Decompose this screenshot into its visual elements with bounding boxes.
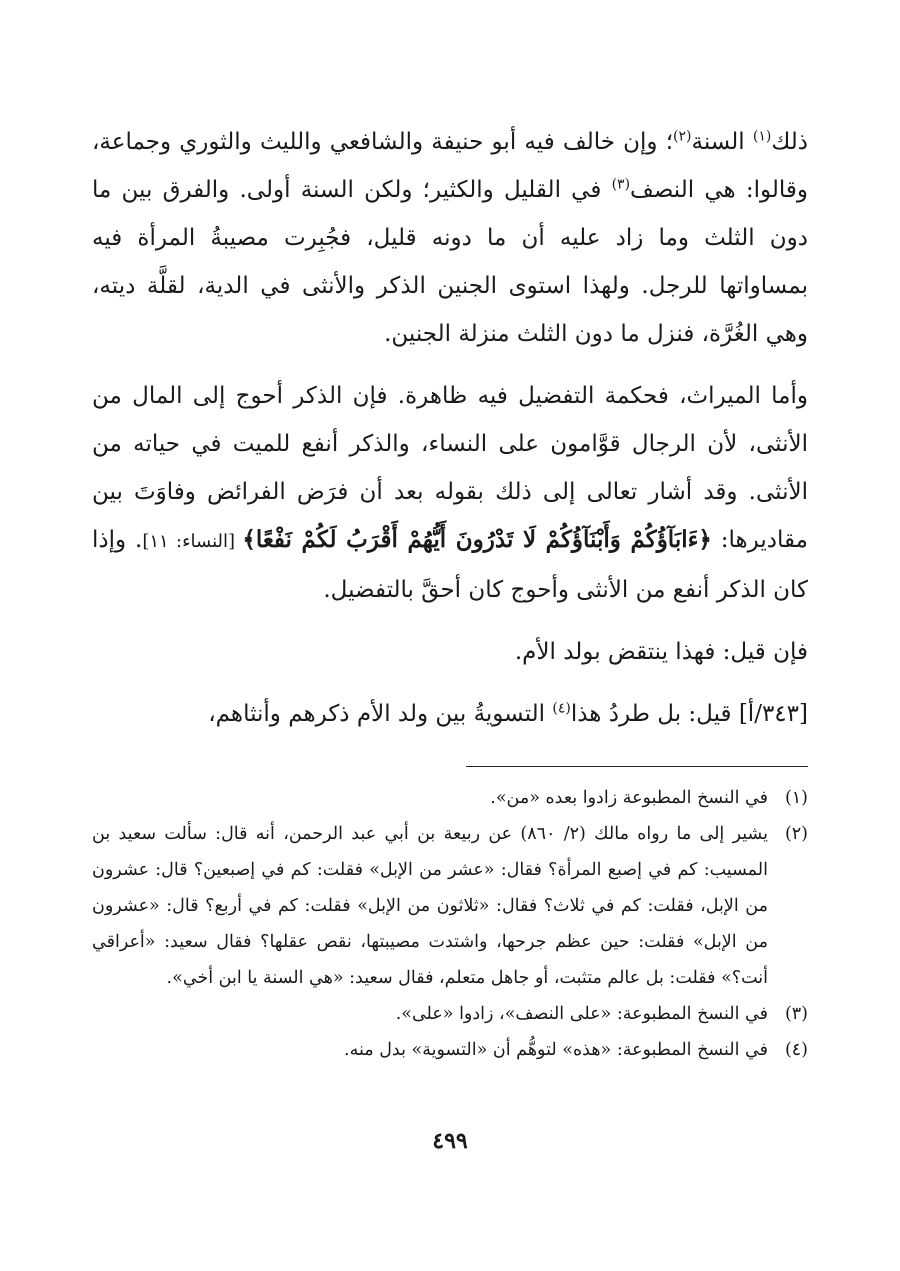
footnote-ref-3[interactable]: (٣): [611, 176, 631, 193]
text-run: ؛ وإن خالف فيه أبو حنيفة والشافعي والليث والثوري وجماعة، وقالوا: هي النصف: [92, 129, 808, 203]
footnote-number: (١): [784, 788, 808, 808]
footnote-divider: [466, 766, 808, 767]
footnote-4: [92, 1032, 808, 1068]
footnote-text: يشير إلى ما رواه مالك (٢/ ٨٦٠) عن ربيعة بن أبي عبد الرحمن، أنه قال: سألت سعيد بن المسيب: كم في إصبع المرأة؟ فقال: «عشر من الإبل» فقلت: كم في إصبعين؟ قال: عشرون من الإبل، فقلت: كم في ثلاث؟ فقال: «ثلاثون من الإبل» فقلت: كم في أربع؟ قال: «عشرون من الإبل» فقلت: حين عظم جرحها، واشتدت مصيبتها، نقص عقلها؟ فقال سعيد: «أعراقي أنت؟» فقلت: بل عالم متثبت، أو جاهل متعلم، فقال سعيد: «هي السنة يا ابن أخي».: [92, 824, 768, 988]
footnote-number: (٣): [784, 1004, 808, 1024]
paragraph-1: [92, 118, 808, 358]
footnote-2: [92, 816, 808, 996]
footnote-ref-2[interactable]: (٢): [673, 128, 692, 145]
text-run: قيل: بل طردُ هذا: [570, 701, 739, 727]
footnote-text: في النسخ المطبوعة: «هذه» لتوهُّم أن «التسوية» بدل منه.: [344, 1040, 768, 1060]
footnote-number: (٢): [784, 824, 808, 844]
text-run: السنة: [691, 129, 753, 155]
text-run: . وإذا كان الذكر أنفع من الأنثى وأحوج كان أحقَّ بالتفضيل.: [92, 527, 808, 603]
paragraph-2: [92, 372, 808, 614]
footnote-1: [92, 780, 808, 816]
footnote-text: في النسخ المطبوعة: «على النصف»، زادوا «على».: [395, 1004, 768, 1024]
paragraph-3: فإن قيل: فهذا ينتقض بولد الأم.: [514, 639, 808, 665]
footnote-ref-4[interactable]: (٤): [552, 700, 571, 717]
footnote-ref-1[interactable]: (١): [752, 128, 772, 145]
verse-citation: [النساء: ١١]: [142, 531, 243, 552]
text-run: التسويةُ بين ولد الأم ذكرهم وأنثاهم،: [208, 701, 553, 727]
text-run: في القليل والكثير؛ ولكن السنة أولى. والفرق بين ما دون الثلث وما زاد عليه أن ما دونه قليل، فجُبِرت مصيبةُ المرأة فيه بمساواتها للرجل. ولهذا استوى الجنين الذكر والأنثى في الدية، لقلَّة ديته، وهي الغُرَّة، فنزل ما دون الثلث منزلة الجنين.: [92, 177, 808, 347]
page-number: ٤٩٩: [432, 1128, 468, 1154]
footnote-3: [92, 996, 808, 1032]
text-run: وأما الميراث، فحكمة التفضيل فيه ظاهرة. فإن الذكر أحوج إلى المال من الأنثى، لأن الرجال قوَّامون على النساء، والذكر أنفع للميت في حياته من الأنثى. وقد أشار تعالى إلى ذلك بقوله بعد أن فرَض الفرائض وفاوَتَ بين مقاديرها:: [92, 383, 808, 553]
quran-verse: ﴿ءَابَآؤُكُمْ وَأَبْنَآؤُكُمْ لَا تَدْرُونَ أَيُّهُمْ أَقْرَبُ لَكُمْ نَفْعًا﴾: [242, 526, 712, 553]
text-run: ذلك: [771, 129, 808, 155]
main-text: [92, 118, 808, 738]
footnote-number: (٤): [784, 1040, 808, 1060]
footnote-text: في النسخ المطبوعة زادوا بعده «من».: [490, 788, 768, 808]
folio-marker: [٣٤٣/أ]: [738, 701, 808, 727]
paragraph-4: [92, 690, 808, 738]
footnotes: [92, 780, 808, 1068]
